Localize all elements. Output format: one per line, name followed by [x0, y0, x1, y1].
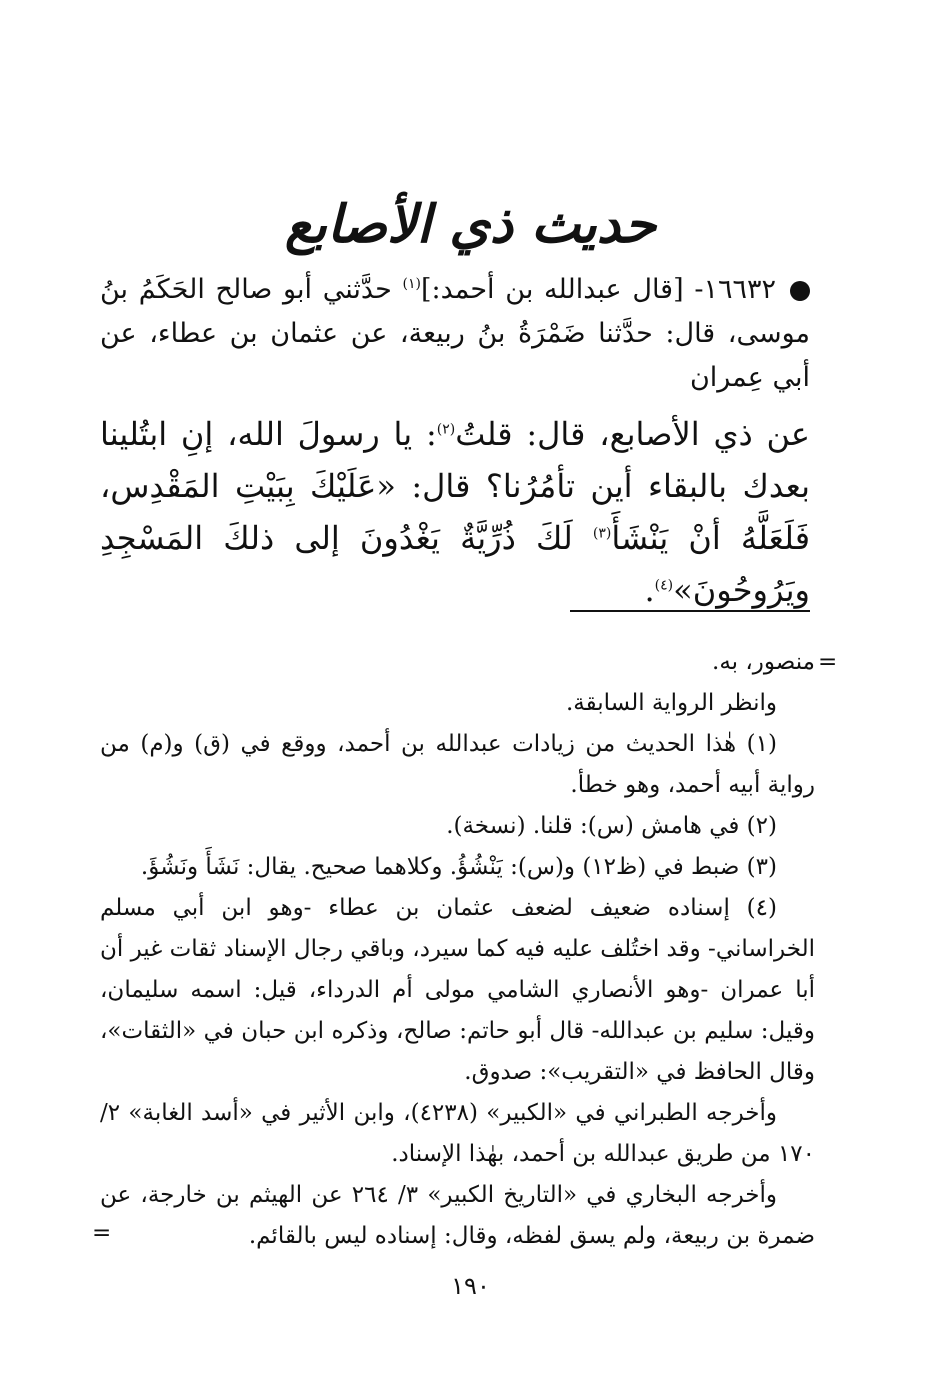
hadith-text-part-3: لَكَ ذُرِّيَّةٌ يَغْدُونَ إلى ذلكَ المَسْجِدِ ويَرُوحُونَ»: [100, 519, 810, 609]
continuation-mark-bottom: =: [92, 1220, 112, 1246]
footnotes: [100, 642, 815, 1257]
page-number: ١٩٠: [451, 1272, 490, 1300]
isnad-head: [قال عبدالله بن أحمد:]: [420, 274, 684, 305]
footnote-3: (٣) ضبط في (ظ١٢) و(س): يَنْشُؤُ. وكلاهما صحيح. يقال: نَشَأَ ونَشُؤَ.: [140, 854, 777, 880]
chapter-title: حديث ذي الأصابع: [284, 194, 657, 255]
footnote-2: (٢) في هامش (س): قلنا. (نسخة).: [446, 813, 777, 839]
footnote-ref-3[interactable]: (٣): [592, 525, 612, 542]
isnad-rest: حدَّثني أبو صالح الحَكَمُ بنُ موسى، قال: حدَّثنا ضَمْرَةُ بنُ ربيعة، عن عثمان بن عطاء، عن أبي عِمران: [100, 274, 810, 393]
footnote-see-previous: وانظر الرواية السابقة.: [566, 690, 777, 716]
hadith-number: ١٦٦٣٢-: [694, 274, 776, 305]
bullet-icon: [790, 281, 810, 301]
hadith-isnad: [100, 268, 810, 400]
footnote-ref-2[interactable]: (٢): [436, 421, 456, 438]
footnote-separator: [570, 610, 810, 612]
footnote-4-paragraph-3: وأخرجه البخاري في «التاريخ الكبير» ٣/ ٢٦٤ عن الهيثم بن خارجة، عن ضمرة بن ربيعة، ولم يسق لفظه، وقال: إسناده ليس بالقائم.: [100, 1182, 815, 1249]
hadith-text-part-2: : يا رسولَ الله، إنِ ابتُلينا بعدك بالبقاء أين تأمُرُنا؟ قال: «عَلَيْكَ بِبَيْتِ المَقْدِس، فَلَعَلَّهُ أنْ يَنْشَأَ: [100, 415, 811, 557]
footnote-1: (١) هٰذا الحديث من زيادات عبدالله بن أحمد، ووقع في (ق) و(م) من رواية أبيه أحمد، وهو خطأ.: [100, 731, 815, 798]
footnote-4: (٤) إسناده ضعيف لضعف عثمان بن عطاء -وهو ابن أبي مسلم الخراساني- وقد اختُلف عليه فيه كما سيرد، وباقي رجال الإسناد ثقات غير أن أبا عمران -وهو الأنصاري الشامي مولى أم الدرداء، قيل: اسمه سليمان، وقيل: سليم بن عبدالله- قال أبو حاتم: صالح، وذكره ابن حبان في «الثقات»، وقال الحافظ في «التقريب»: صدوق.: [100, 895, 815, 1085]
footnote-4-paragraph-2: وأخرجه الطبراني في «الكبير» (٤٢٣٨)، وابن الأثير في «أسد الغابة» ٢/ ١٧٠ من طريق عبدالله بن أحمد، بهٰذا الإسناد.: [100, 1100, 815, 1167]
footnote-continuation: منصور، به.: [712, 649, 815, 675]
hadith-text-end: .: [644, 571, 655, 609]
footnote-ref-1[interactable]: (١): [402, 276, 421, 292]
hadith-text-part-1: عن ذي الأصابع، قال: قلتُ: [455, 415, 811, 453]
hadith-text: [100, 408, 810, 616]
continuation-mark-top: =: [818, 649, 838, 675]
footnote-ref-4[interactable]: (٤): [654, 577, 674, 594]
